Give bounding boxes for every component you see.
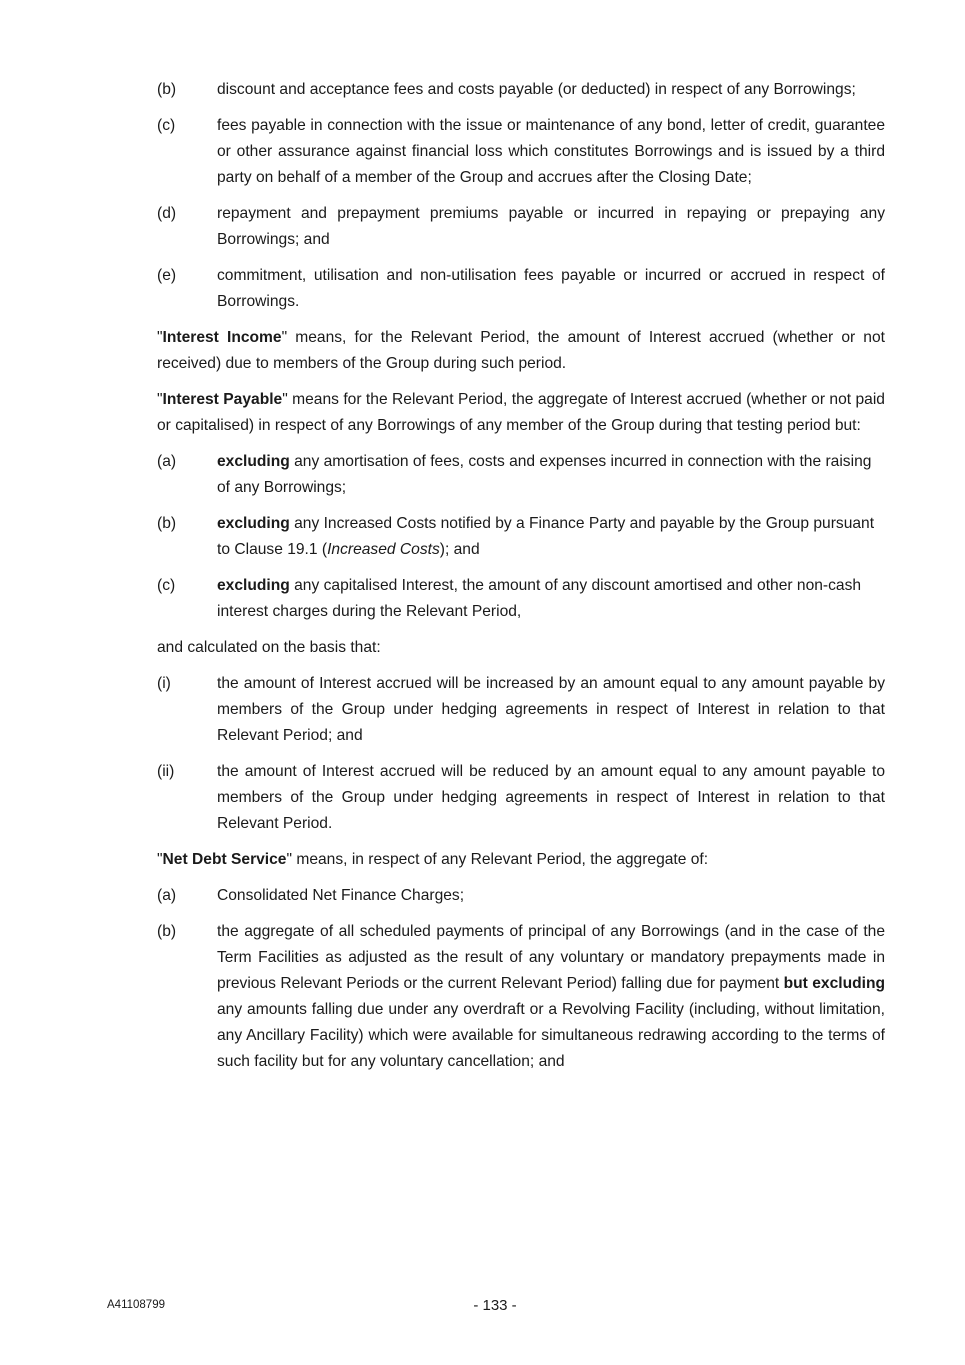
item-label: (i) — [157, 675, 171, 692]
item-text: commitment, utilisation and non-utilisation fees payable or incurred or accrued in respect of Borrowings. — [217, 267, 885, 310]
list-item-ii — [157, 759, 885, 837]
calculation-basis: and calculated on the basis that: — [157, 639, 381, 656]
list-item-a — [157, 883, 885, 909]
list-item-b — [157, 77, 885, 103]
item-label: (b) — [157, 515, 177, 532]
clause-reference: Increased Costs — [327, 541, 440, 558]
list-item-d — [157, 201, 885, 253]
item-keyword: excluding — [217, 515, 290, 532]
item-label: (c) — [157, 117, 176, 134]
item-label: (e) — [157, 267, 177, 284]
item-label: (a) — [157, 887, 177, 904]
item-text: the amount of Interest accrued will be increased by an amount equal to any amount payable by members of the Group under hedging agreements in respect of Interest in relation to that Relevant Period; and — [217, 675, 885, 744]
list-item-a — [157, 449, 885, 501]
item-text: Consolidated Net Finance Charges; — [217, 887, 465, 904]
definition-net-debt-service: "Net Debt Service" means, in respect of any Relevant Period, the aggregate of: — [157, 851, 709, 868]
list-item-c — [157, 573, 885, 625]
list-item-i — [157, 671, 885, 749]
item-label: (b) — [157, 923, 177, 940]
definition-interest-income: "Interest Income" means, for the Relevant Period, the amount of Interest accrued (whether or not received) due to members of the Group during such period. — [157, 329, 885, 372]
item-text: any amortisation of fees, costs and expenses incurred in connection with the raising of any Borrowings; — [217, 453, 872, 496]
item-keyword: excluding — [217, 577, 290, 594]
item-text: the aggregate of all scheduled payments of principal of any Borrowings (and in the case of the Term Facilities as adjusted as the result of any voluntary or mandatory prepayments made in previous Relevant Periods or the current Relevant Period) falling due for payment — [217, 923, 885, 992]
item-text: any amounts falling due under any overdraft or a Revolving Facility (including, without limitation, any Ancillary Facility) which were available for simultaneous redrawing according to the terms of such facility but for any voluntary cancellation; and — [217, 1001, 885, 1070]
defined-term: Interest Payable — [162, 391, 283, 408]
definition-interest-payable: "Interest Payable" means for the Relevant Period, the aggregate of Interest accrued (whether or not paid or capitalised) in respect of any Borrowings of any member of the Group during that testing period but: — [157, 391, 885, 434]
list-item-e — [157, 263, 885, 315]
item-text: any Increased Costs notified by a Finance Party and payable by the Group pursuant to Clause 19.1 ( — [217, 515, 875, 558]
item-label: (ii) — [157, 763, 175, 780]
item-label: (b) — [157, 81, 177, 98]
defined-term: Interest Income — [162, 329, 282, 346]
list-item-c — [157, 113, 885, 191]
list-item-b: (b) excluding any Increased Costs notified by a Finance Party and payable by the Group pursuant to Clause 19.1 (Increased Costs); and — [157, 511, 885, 563]
item-label: (a) — [157, 453, 177, 470]
item-text: repayment and prepayment premiums payable or incurred in repaying or prepaying any Borrowings; and — [217, 205, 885, 248]
item-keyword: excluding — [217, 453, 290, 470]
page-number: - 133 - — [473, 1297, 517, 1314]
item-label: (c) — [157, 577, 176, 594]
item-text: fees payable in connection with the issue or maintenance of any bond, letter of credit, guarantee or other assurance against financial loss which constitutes Borrowings and is issued by a third party on behalf of a member of the Group and accrues after the Closing Date; — [217, 117, 885, 186]
defined-term: Net Debt Service — [162, 851, 287, 868]
item-keyword: but excluding — [783, 975, 886, 992]
item-text: the amount of Interest accrued will be reduced by an amount equal to any amount payable to members of the Group under hedging agreements in respect of Interest in relation to that Relevant Period. — [217, 763, 885, 832]
document-reference: A41108799 — [107, 1299, 165, 1311]
document-body — [157, 77, 885, 1085]
item-text: any capitalised Interest, the amount of any discount amortised and other non-cash interest charges during the Relevant Period, — [217, 577, 862, 620]
list-item-b — [157, 919, 885, 1075]
item-label: (d) — [157, 205, 177, 222]
item-text: discount and acceptance fees and costs payable (or deducted) in respect of any Borrowings; — [217, 81, 856, 98]
